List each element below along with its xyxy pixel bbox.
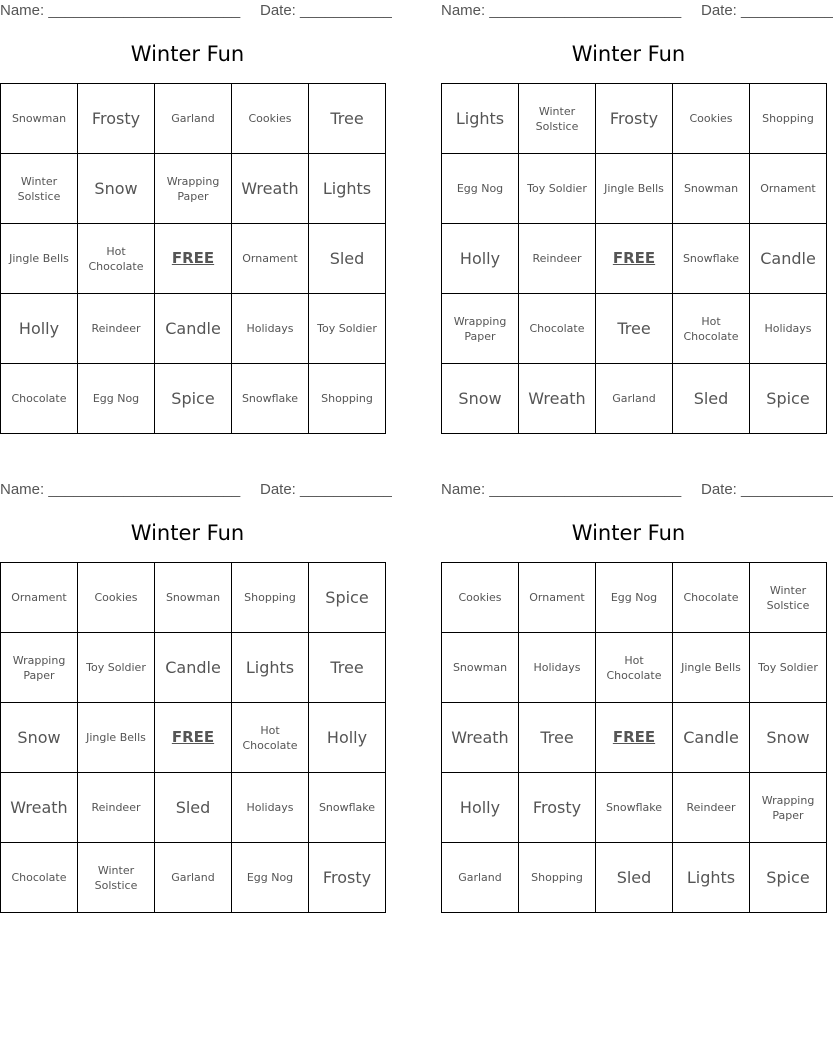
- bingo-cell: Toy Soldier: [78, 633, 155, 703]
- bingo-cell: Chocolate: [1, 364, 78, 434]
- bingo-cell: Wrapping Paper: [750, 773, 827, 843]
- bingo-row: [442, 703, 827, 773]
- bingo-cell: Garland: [155, 84, 232, 154]
- bingo-row: [1, 364, 386, 434]
- bingo-cell: Chocolate: [673, 563, 750, 633]
- bingo-cell: Hot Chocolate: [78, 224, 155, 294]
- free-space: FREE: [155, 703, 232, 773]
- card-title: Winter Fun: [571, 42, 686, 66]
- date-line: Date: ___________: [701, 481, 833, 498]
- bingo-cell: Holidays: [519, 633, 596, 703]
- bingo-cell: Sled: [309, 224, 386, 294]
- bingo-cell: Wrapping Paper: [155, 154, 232, 224]
- bingo-cell: Cookies: [232, 84, 309, 154]
- bingo-grid: [0, 562, 386, 913]
- bingo-cell: Ornament: [519, 563, 596, 633]
- bingo-cell: Frosty: [309, 843, 386, 913]
- name-line: Name: _______________________: [0, 481, 241, 498]
- bingo-cell: Egg Nog: [442, 154, 519, 224]
- bingo-cell: Jingle Bells: [596, 154, 673, 224]
- bingo-card: [0, 0, 392, 435]
- date-line: Date: ___________: [260, 2, 392, 19]
- name-line: Name: _______________________: [441, 2, 682, 19]
- bingo-cell: Chocolate: [1, 843, 78, 913]
- bingo-cell: Sled: [596, 843, 673, 913]
- bingo-cell: Ornament: [1, 563, 78, 633]
- bingo-cell: Reindeer: [78, 294, 155, 364]
- bingo-cell: Frosty: [519, 773, 596, 843]
- bingo-cell: Holidays: [232, 773, 309, 843]
- bingo-cell: Cookies: [673, 84, 750, 154]
- bingo-row: [1, 224, 386, 294]
- bingo-row: [1, 294, 386, 364]
- card-title: Winter Fun: [130, 42, 245, 66]
- bingo-cell: Spice: [309, 563, 386, 633]
- card-header: [441, 2, 833, 20]
- bingo-cell: Tree: [309, 633, 386, 703]
- bingo-cell: Snowman: [155, 563, 232, 633]
- free-space: FREE: [596, 224, 673, 294]
- bingo-cell: Snowman: [1, 84, 78, 154]
- bingo-cell: Snowflake: [596, 773, 673, 843]
- bingo-cell: Holly: [309, 703, 386, 773]
- bingo-cell: Candle: [155, 294, 232, 364]
- bingo-cell: Shopping: [309, 364, 386, 434]
- bingo-cell: Wreath: [519, 364, 596, 434]
- bingo-cell: Tree: [309, 84, 386, 154]
- bingo-cell: Jingle Bells: [1, 224, 78, 294]
- bingo-cell: Snowman: [442, 633, 519, 703]
- bingo-cell: Snow: [442, 364, 519, 434]
- bingo-cell: Frosty: [596, 84, 673, 154]
- bingo-cell: Toy Soldier: [519, 154, 596, 224]
- bingo-cell: Winter Solstice: [78, 843, 155, 913]
- bingo-row: [442, 224, 827, 294]
- bingo-row: [1, 843, 386, 913]
- bingo-cell: Jingle Bells: [78, 703, 155, 773]
- bingo-cell: Sled: [155, 773, 232, 843]
- bingo-row: [1, 84, 386, 154]
- card-title: Winter Fun: [571, 521, 686, 545]
- bingo-grid: [0, 83, 386, 434]
- bingo-cell: Snow: [78, 154, 155, 224]
- bingo-cell: Lights: [309, 154, 386, 224]
- bingo-cell: Toy Soldier: [750, 633, 827, 703]
- bingo-cell: Lights: [442, 84, 519, 154]
- bingo-cell: Tree: [596, 294, 673, 364]
- card-header: [0, 2, 392, 20]
- bingo-cell: Reindeer: [673, 773, 750, 843]
- bingo-cell: Toy Soldier: [309, 294, 386, 364]
- bingo-cell: Hot Chocolate: [232, 703, 309, 773]
- bingo-cell: Snowflake: [673, 224, 750, 294]
- bingo-cell: Ornament: [232, 224, 309, 294]
- bingo-row: [442, 154, 827, 224]
- bingo-row: [442, 84, 827, 154]
- bingo-cell: Shopping: [519, 843, 596, 913]
- bingo-cell: Wrapping Paper: [442, 294, 519, 364]
- bingo-cell: Frosty: [78, 84, 155, 154]
- bingo-cell: Egg Nog: [232, 843, 309, 913]
- bingo-grid: [441, 83, 827, 434]
- bingo-row: [442, 364, 827, 434]
- bingo-cell: Lights: [673, 843, 750, 913]
- free-space: FREE: [155, 224, 232, 294]
- bingo-cell: Holidays: [232, 294, 309, 364]
- bingo-cell: Wreath: [232, 154, 309, 224]
- bingo-cell: Holly: [442, 224, 519, 294]
- bingo-cell: Hot Chocolate: [673, 294, 750, 364]
- bingo-cell: Tree: [519, 703, 596, 773]
- bingo-cell: Wreath: [1, 773, 78, 843]
- bingo-row: [1, 703, 386, 773]
- date-line: Date: ___________: [701, 2, 833, 19]
- bingo-cell: Ornament: [750, 154, 827, 224]
- bingo-cell: Candle: [750, 224, 827, 294]
- bingo-cell: Shopping: [232, 563, 309, 633]
- bingo-cell: Cookies: [442, 563, 519, 633]
- bingo-row: [442, 294, 827, 364]
- name-line: Name: _______________________: [0, 2, 241, 19]
- bingo-cell: Winter Solstice: [519, 84, 596, 154]
- bingo-cell: Wreath: [442, 703, 519, 773]
- bingo-cell: Holidays: [750, 294, 827, 364]
- bingo-cell: Spice: [750, 843, 827, 913]
- bingo-cell: Spice: [155, 364, 232, 434]
- bingo-cell: Egg Nog: [596, 563, 673, 633]
- bingo-row: [1, 154, 386, 224]
- date-line: Date: ___________: [260, 481, 392, 498]
- bingo-row: [442, 563, 827, 633]
- bingo-cell: Sled: [673, 364, 750, 434]
- bingo-cell: Shopping: [750, 84, 827, 154]
- card-header: [0, 481, 392, 499]
- bingo-cell: Spice: [750, 364, 827, 434]
- bingo-row: [1, 773, 386, 843]
- bingo-cell: Candle: [673, 703, 750, 773]
- bingo-cell: Wrapping Paper: [1, 633, 78, 703]
- bingo-row: [442, 773, 827, 843]
- bingo-row: [442, 843, 827, 913]
- bingo-cell: Holly: [1, 294, 78, 364]
- bingo-row: [1, 633, 386, 703]
- bingo-cell: Snowflake: [309, 773, 386, 843]
- bingo-cell: Garland: [596, 364, 673, 434]
- bingo-cell: Reindeer: [78, 773, 155, 843]
- bingo-row: [1, 563, 386, 633]
- bingo-cell: Jingle Bells: [673, 633, 750, 703]
- bingo-cell: Cookies: [78, 563, 155, 633]
- bingo-cell: Reindeer: [519, 224, 596, 294]
- bingo-cell: Lights: [232, 633, 309, 703]
- card-header: [441, 481, 833, 499]
- bingo-cell: Candle: [155, 633, 232, 703]
- bingo-cell: Chocolate: [519, 294, 596, 364]
- bingo-cell: Snow: [1, 703, 78, 773]
- bingo-card: [441, 479, 833, 914]
- bingo-cell: Winter Solstice: [1, 154, 78, 224]
- bingo-cell: Hot Chocolate: [596, 633, 673, 703]
- card-title: Winter Fun: [130, 521, 245, 545]
- bingo-cell: Snowflake: [232, 364, 309, 434]
- bingo-cell: Garland: [155, 843, 232, 913]
- bingo-cell: Garland: [442, 843, 519, 913]
- bingo-cell: Egg Nog: [78, 364, 155, 434]
- bingo-card: [441, 0, 833, 435]
- bingo-row: [442, 633, 827, 703]
- free-space: FREE: [596, 703, 673, 773]
- bingo-cell: Winter Solstice: [750, 563, 827, 633]
- bingo-cell: Holly: [442, 773, 519, 843]
- name-line: Name: _______________________: [441, 481, 682, 498]
- bingo-cell: Snow: [750, 703, 827, 773]
- bingo-card: [0, 479, 392, 914]
- bingo-cell: Snowman: [673, 154, 750, 224]
- bingo-grid: [441, 562, 827, 913]
